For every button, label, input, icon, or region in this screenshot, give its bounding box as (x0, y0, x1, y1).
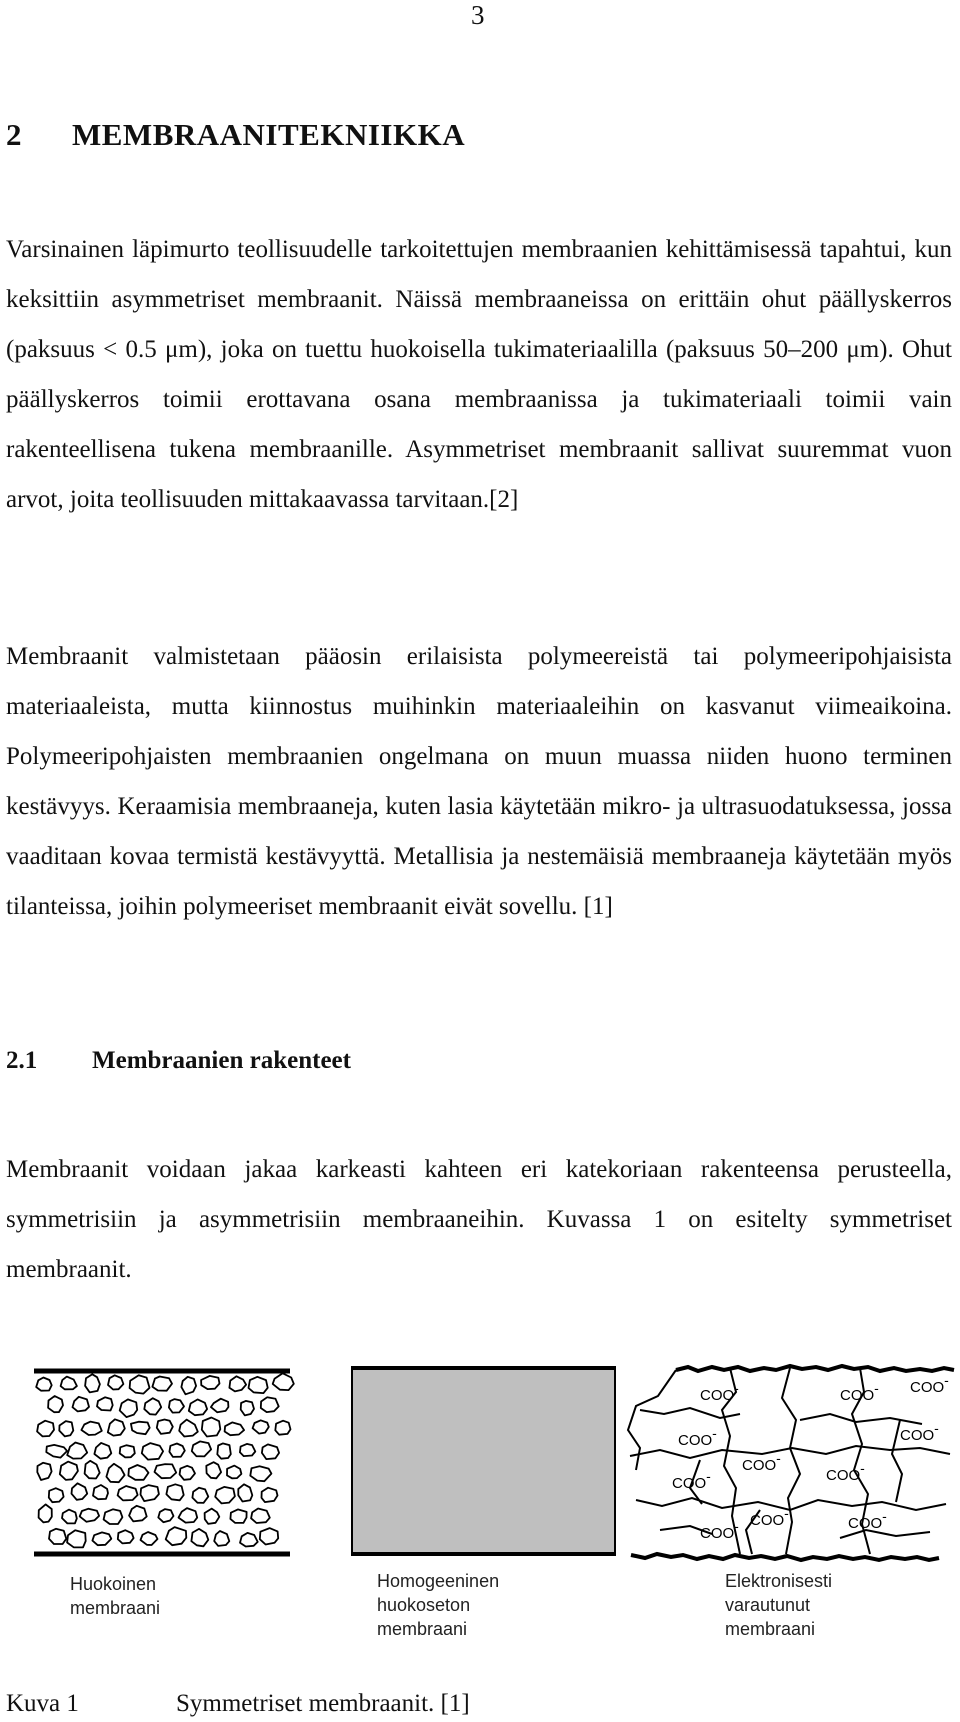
pore-shape (206, 1462, 221, 1478)
pore-shape (240, 1533, 258, 1547)
coo-charge-label: COO- (742, 1450, 781, 1474)
pore-shape (85, 1461, 100, 1479)
pore-shape (155, 1464, 177, 1478)
pore-shape (261, 1397, 279, 1412)
pore-shape (93, 1485, 108, 1499)
pore-shape (92, 1532, 111, 1545)
pore-shape (62, 1510, 77, 1524)
pore-shape (157, 1420, 173, 1434)
pore-shape (141, 1485, 159, 1501)
pore-shape (250, 1466, 271, 1481)
coo-charge-label: COO- (900, 1420, 939, 1444)
pore-shape (262, 1488, 278, 1502)
pore-shape (108, 1375, 123, 1389)
pore-shape (81, 1422, 101, 1435)
subsection-heading (6, 1047, 351, 1075)
pore-shape (37, 1421, 54, 1437)
pore-shape (225, 1422, 245, 1435)
pore-shape (73, 1397, 90, 1412)
coo-charge-label: COO- (910, 1372, 949, 1396)
pore-shape (104, 1509, 123, 1524)
coo-charge-label: COO- (700, 1380, 739, 1404)
pore-shape (181, 1377, 196, 1395)
subsection-title: Membraanien rakenteet (92, 1047, 351, 1074)
pore-shape (49, 1529, 66, 1544)
pore-shape (202, 1418, 221, 1437)
coo-charge-label: COO- (840, 1380, 879, 1404)
figure-caption (6, 1690, 470, 1718)
pore-shape (201, 1376, 219, 1389)
pore-shape (166, 1527, 187, 1545)
pore-shape (85, 1374, 100, 1392)
pore-shape (129, 1506, 147, 1522)
pore-shape (180, 1466, 195, 1480)
pore-shape (97, 1397, 113, 1410)
pore-shape (36, 1378, 52, 1391)
pore-shape (118, 1486, 138, 1500)
pore-shape (227, 1466, 241, 1479)
pore-shape (229, 1376, 246, 1391)
pore-shape (166, 1484, 183, 1500)
coo-charge-label: COO- (672, 1468, 711, 1492)
pore-shape (61, 1377, 77, 1390)
pore-shape (118, 1530, 134, 1543)
pore-shape (215, 1487, 235, 1504)
coo-charge-label: COO- (678, 1425, 717, 1449)
pore-shape (152, 1377, 172, 1391)
pore-shape (251, 1509, 270, 1524)
figure-number: Kuva 1 (6, 1690, 79, 1717)
pore-shape (230, 1509, 246, 1523)
paragraph-1: Varsinainen läpimurto teollisuudelle tarkoitettujen membraanien kehittämisessä tapahtui, kun keksittiin asymmetriset membraanit. Näissä membraaneissa on erittäin ohut päällyskerros (paksuus < 0.5 μm), joka on tuettu huokoisella tukimateriaalilla (paksuus 50–200 μm). Ohut päällyskerros toimii erottavana osana membraanissa ja tukimateriaali toimii vain rakenteellisena tukena membraanille. Asymmetriset membraanit sallivat suuremmat vuon arvot, joita teollisuuden mittakaavassa tarvitaan.[2] (6, 236, 952, 513)
pore-shape (191, 1529, 208, 1546)
pore-shape (67, 1530, 86, 1547)
coo-charge-label: COO- (848, 1508, 887, 1532)
section-heading (6, 117, 465, 153)
pore-shape (72, 1483, 88, 1500)
porous-membrane-diagram (34, 1371, 294, 1554)
coo-charge-label: COO- (750, 1505, 789, 1529)
coo-charge-label: COO- (826, 1460, 865, 1484)
pore-shape (131, 1422, 150, 1435)
paragraph-3: Membraanit voidaan jakaa karkeasti kahteen eri katekoriaan rakenteensa perusteella, symmetrisiin ja asymmetrisiin membraaneihin. Kuvassa 1 on esitelty symmetriset membraanit. (6, 1156, 952, 1283)
paragraph-2: Membraanit valmistetaan pääosin erilaisista polymeereistä tai polymeeripohjaisista materiaaleista, mutta kiinnostus muihinkin materiaaleihin on kasvanut viimeaikoina. Polymeeripohjaisten membraanien ongelmana on muun muassa niiden huono terminen kestävyys. Keraamisia membraaneja, kuten lasia käytetään mikro- ja ultrasuodatuksessa, jossa vaaditaan kovaa termistä kestävyyttä. Metallisia ja nestemäisiä membraaneja käytetään myös tilanteissa, joihin polymeeriset membraanit eivät sovellu. [1] (6, 643, 952, 920)
pore-shape (46, 1445, 67, 1458)
pore-shape (214, 1531, 229, 1546)
pore-shape (158, 1509, 173, 1522)
pore-shape (241, 1401, 254, 1416)
pore-shape (262, 1444, 279, 1459)
pore-shape (217, 1443, 231, 1458)
pore-shape (106, 1464, 124, 1482)
pore-shape (179, 1420, 198, 1437)
pore-shape (211, 1399, 229, 1413)
homogeneous-membrane-label: Homogeeninen huokoseton membraani (377, 1571, 500, 1639)
page-number: 3 (471, 0, 485, 30)
pore-shape (192, 1441, 211, 1456)
pore-shape (128, 1465, 148, 1480)
charged-membrane-label: Elektronisesti varautunut membraani (725, 1571, 833, 1639)
pore-shape (94, 1443, 111, 1459)
pore-shape (39, 1504, 52, 1522)
homogeneous-membrane-diagram (352, 1367, 615, 1555)
pore-shape (169, 1399, 184, 1413)
pore-shape (275, 1421, 290, 1435)
pore-shape (130, 1375, 150, 1393)
pore-shape (273, 1373, 294, 1390)
pore-shape (144, 1398, 161, 1414)
charged-membrane-diagram (628, 1366, 954, 1560)
coo-charge-label: COO- (700, 1518, 739, 1542)
porous-membrane-label: Huokoinen membraani (70, 1574, 161, 1618)
section-number: 2 (6, 117, 22, 152)
pore-shape (37, 1463, 51, 1480)
figure-caption-text: Symmetriset membraanit. [1] (176, 1690, 470, 1717)
pore-shape (120, 1399, 138, 1417)
pore-shape (189, 1399, 207, 1415)
pore-shape (249, 1377, 268, 1393)
section-title: MEMBRAANITEKNIIKKA (72, 117, 466, 152)
pore-shape (80, 1509, 99, 1522)
pore-shape (240, 1444, 255, 1456)
pore-shape (60, 1462, 78, 1480)
pore-shape (142, 1443, 163, 1460)
pore-shape (169, 1444, 184, 1457)
pore-shape (120, 1445, 135, 1457)
pore-shape (253, 1420, 269, 1433)
pore-shape (49, 1488, 64, 1502)
pore-shape (205, 1509, 220, 1524)
pore-shape (48, 1396, 63, 1412)
pore-shape (59, 1421, 73, 1436)
pore-shape (141, 1532, 158, 1545)
pore-shape (192, 1488, 208, 1503)
pore-shape (108, 1419, 125, 1435)
pore-shape (67, 1443, 87, 1459)
pore-shape (238, 1484, 252, 1501)
pore-shape (260, 1528, 278, 1544)
subsection-number: 2.1 (6, 1047, 38, 1074)
pore-shape (179, 1508, 198, 1523)
